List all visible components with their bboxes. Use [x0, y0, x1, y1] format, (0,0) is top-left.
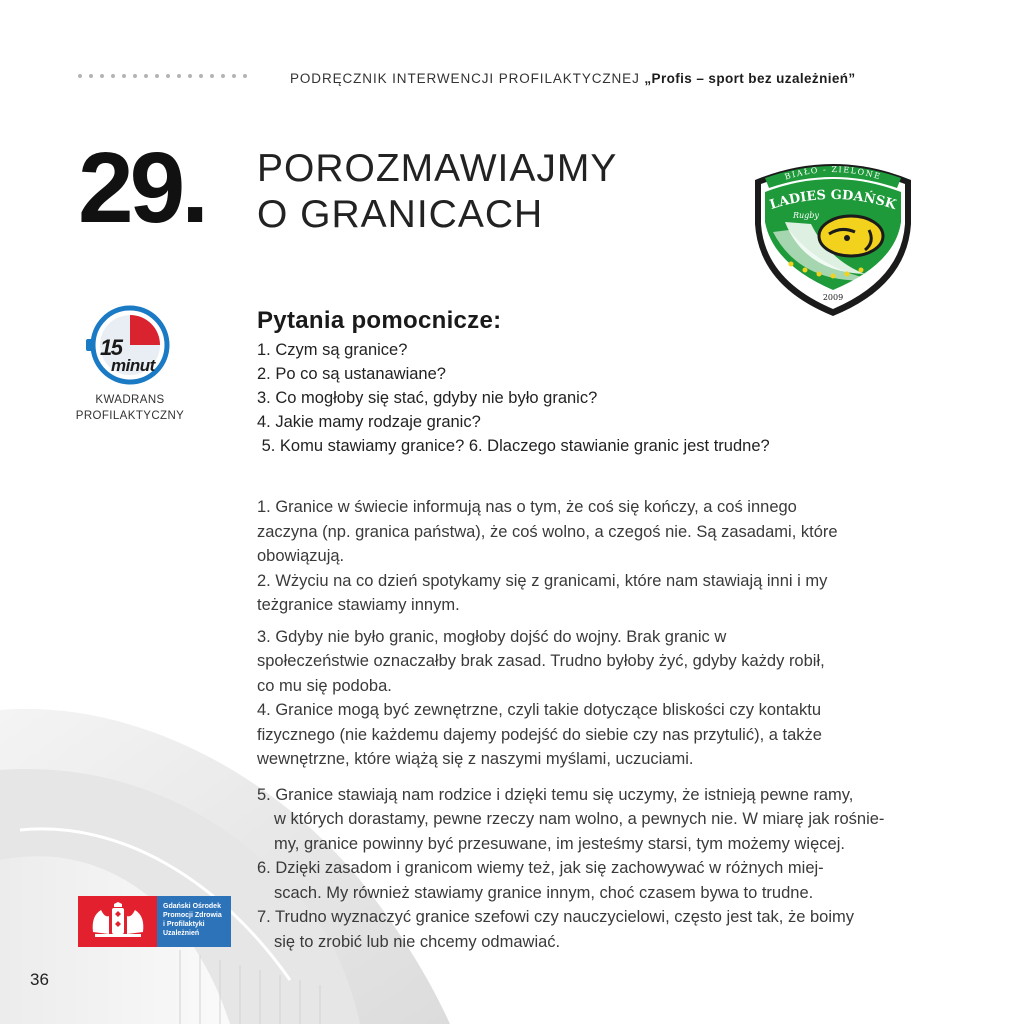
rugby-ball-face-icon — [819, 216, 883, 256]
question-item: 5. Komu stawiamy granice? 6. Dlaczego stawianie granic jest trudne? — [257, 437, 770, 455]
gdansk-health-center-logo — [78, 896, 231, 947]
question-item: 3. Co mogłoby się stać, gdyby nie było granic? — [257, 389, 598, 407]
answer-7 — [257, 905, 1017, 954]
club-name: LADIES GDAŃSK — [768, 187, 898, 213]
answer-5 — [257, 783, 1017, 857]
answers-section — [257, 495, 1017, 954]
questions-heading: Pytania pomocnicze: — [257, 307, 502, 334]
answer-line: społeczeństwie oznaczałby brak zasad. Trudno byłoby żyć, gdyby każdy robił, — [257, 652, 825, 670]
coat-of-arms-icon — [78, 896, 157, 947]
chapter-title-line: POROZMAWIAJMY — [257, 147, 618, 190]
answer-6 — [257, 856, 1017, 905]
answer-line: w których dorastamy, pewne rzeczy nam wolno, a pewnych nie. W miarę jak rośnie- — [274, 810, 885, 828]
ladies-gdansk-logo — [745, 152, 921, 318]
page-number: 36 — [30, 970, 49, 989]
answer-line: scach. My również stawiamy granice innym, choć czasem bywa to trudne. — [274, 883, 814, 902]
timer-badge — [75, 305, 185, 425]
org-name-line: Gdański Ośrodek — [163, 903, 221, 910]
answer-2 — [257, 569, 1017, 618]
question-item: 2. Po co są ustanawiane? — [257, 365, 446, 383]
questions-list — [257, 338, 770, 458]
answer-line: wewnętrzne, które wiążą się z naszymi myślami, uczuciami. — [257, 750, 694, 768]
answer-line: my, granice powinny być przesuwane, im jesteśmy starsi, tym możemy więcej. — [274, 834, 845, 853]
answer-line: 1. Granice w świecie informują nas o tym, że coś się kończy, a coś innego — [257, 498, 797, 516]
answer-line: co mu się podoba. — [257, 676, 392, 695]
answer-line: 5. Granice stawiają nam rodzice i dzięki temu się uczymy, że istnieją pewne ramy, — [257, 785, 854, 804]
program-name: „Profis – sport bez uzależnień” — [644, 71, 856, 86]
chapter-number: 29. — [78, 132, 206, 244]
answer-line: 7. Trudno wyznaczyć granice szefowi czy nauczycielowi, często jest tak, że boimy — [257, 908, 854, 926]
answer-line: teżgranice stawiamy innym. — [257, 596, 460, 614]
org-name-line: Uzależnień — [163, 930, 200, 937]
answer-line: obowiązują. — [257, 547, 345, 565]
timer-caption — [64, 392, 196, 424]
club-year: 2009 — [822, 293, 844, 302]
chapter-title-line: O GRANICACH — [257, 193, 544, 236]
chapter-title — [257, 146, 617, 238]
answer-line: 2. Wżyciu na co dzień spotykamy się z granicami, które nam stawiają inni i my — [257, 571, 828, 590]
timer-number: 15 — [100, 335, 122, 360]
org-name-line: Promocji Zdrowia — [163, 912, 222, 919]
club-subtitle: Rugby — [793, 211, 819, 220]
series-title: PODRĘCZNIK INTERWENCJI PROFILAKTYCZNEJ — [290, 71, 640, 86]
answer-line: fizycznego (nie każdemu dajemy podejść do siebie czy nas przytulić), a także — [257, 725, 822, 744]
header-dot-leader — [78, 74, 247, 78]
question-item: 4. Jakie mamy rodzaje granic? — [257, 413, 481, 431]
answer-line: 4. Granice mogą być zewnętrzne, czyli takie dotyczące bliskości czy kontaktu — [257, 701, 821, 719]
answer-3 — [257, 625, 1017, 699]
running-header — [290, 71, 856, 86]
answer-line: 6. Dzięki zasadom i granicom wiemy też, jak się zachowywać w różnych miej- — [257, 859, 824, 877]
answer-1 — [257, 495, 1017, 569]
org-name-line: i Profilaktyki — [163, 921, 205, 928]
timer-caption-line: KWADRANS — [95, 394, 165, 406]
answer-line: zaczyna (np. granica państwa), że coś wolno, a czegoś nie. Są zasadami, które — [257, 522, 838, 541]
timer-caption-line: PROFILAKTYCZNY — [75, 410, 185, 422]
answer-4 — [257, 698, 1017, 772]
org-name — [157, 896, 231, 947]
question-item: 1. Czym są granice? — [257, 341, 408, 359]
timer-unit: minut — [111, 356, 155, 375]
answer-line: się to zrobić lub nie chcemy odmawiać. — [274, 932, 561, 951]
answer-line: 3. Gdyby nie było granic, mogłoby dojść do wojny. Brak granic w — [257, 627, 727, 646]
club-top-text: BIAŁO - ZIELONE — [783, 164, 883, 182]
